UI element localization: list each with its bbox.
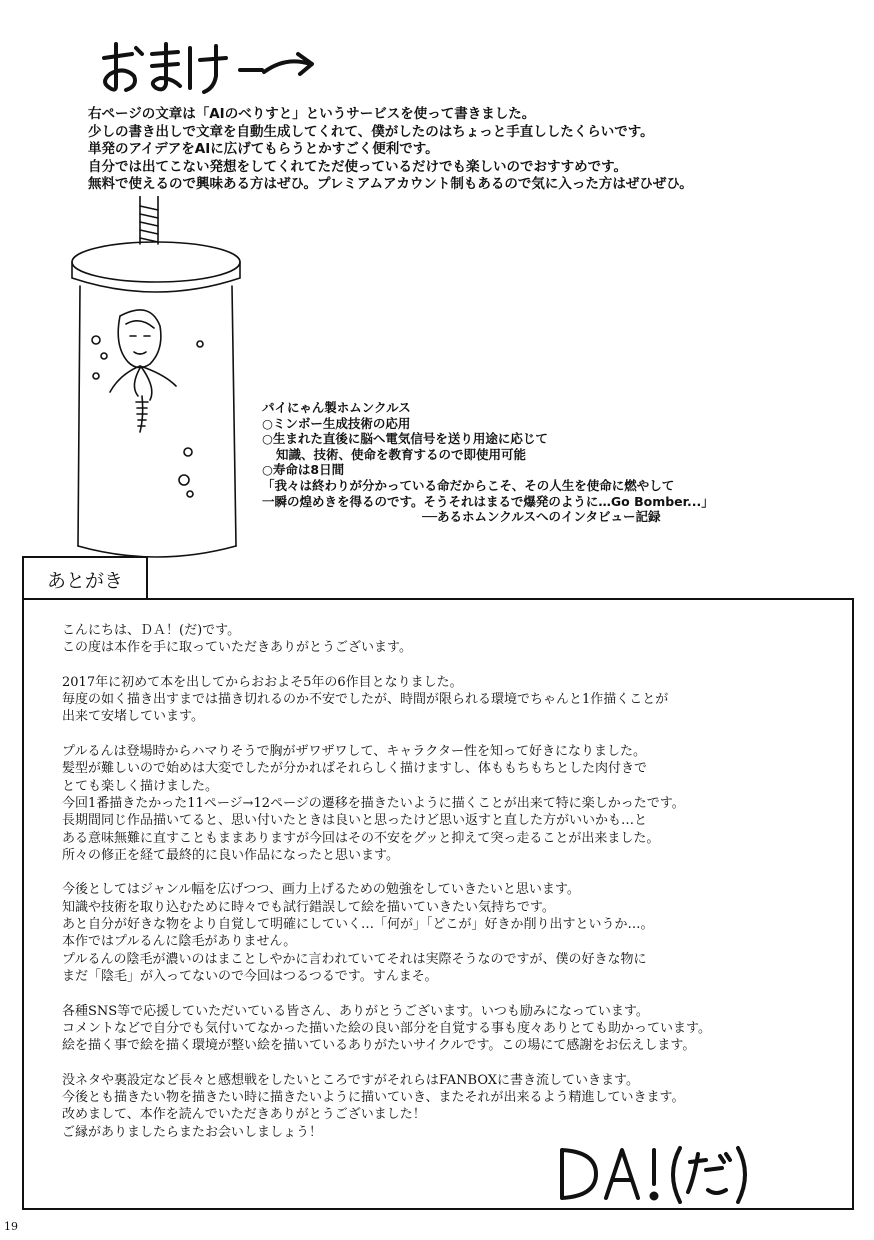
afterword-line: 改めまして、本作を読んでいただきありがとうございました！ xyxy=(62,1107,426,1123)
page-number: 19 xyxy=(4,1220,18,1233)
afterword-line: 本作ではプルるんに陰毛がありません。 xyxy=(62,934,297,950)
omake-line: 無料で使えるので興味ある方はぜひ。プレミアムアカウント制もあるので気に入った方はぜひぜひ。 xyxy=(88,176,693,192)
omake-line: 自分では出てこない発想をしてくれてただ使っているだけでも楽しいのでおすすめです。 xyxy=(88,158,628,175)
omake-title-handwriting xyxy=(86,30,326,100)
afterword-line: 長期間同じ作品描いてると、思い付いたときは良いと思ったけど思い返すと直した方がいいかも…と xyxy=(62,813,648,829)
afterword-tab xyxy=(22,556,148,598)
afterword-line: ある意味無難に直すこともままありますが今回はその不安をグッと抑えて突っ走ることが出来ました。 xyxy=(62,830,660,846)
afterword-line: とても楽しく描けました。 xyxy=(62,778,219,794)
homunculus-item: ○ミンボー生成技術の応用 xyxy=(262,415,411,431)
afterword-paragraph xyxy=(62,674,822,726)
afterword-line: 毎度の如く描き出すまでは描き切れるのか不安でしたが、時間が限られる環境でちゃんと1作描くことが xyxy=(62,692,669,708)
omake-line: 少しの書き出しで文章を自動生成してくれて、僕がしたのはちょっと手直ししたくらいです。 xyxy=(88,123,654,140)
afterword-paragraph xyxy=(62,743,822,864)
afterword-line: 絵を描く事で絵を描く環境が整い絵を描いているありがたいサイクルです。この場にて感謝をお伝えします。 xyxy=(62,1038,696,1054)
afterword-line: ご縁がありましたらまたお会いしましょう！ xyxy=(62,1124,323,1140)
afterword-line: 知識や技術を取り込むために時々でも試行錯誤して絵を描いていきたい気持ちです。 xyxy=(62,899,555,915)
afterword-text xyxy=(62,622,822,1158)
afterword-line: 今回1番描きたかった11ページ→12ページの遷移を描きたいように描くことが出来て特に楽しかったです。 xyxy=(62,795,685,811)
afterword-line: 2017年に初めて本を出してからおおよそ5年の6作目となりました。 xyxy=(62,674,463,690)
omake-line: 単発のアイデアをAIに広げてもらうとかすごく便利です。 xyxy=(88,141,439,157)
afterword-paragraph xyxy=(62,881,822,985)
afterword-line: 没ネタや裏設定など長々と感想戦をしたいところですがそれらはFANBOXに書き流していきます。 xyxy=(62,1072,639,1088)
afterword-line: コメントなどで自分でも気付いてなかった描いた絵の良い部分を自覚する事も度々ありとても助かっています。 xyxy=(62,1020,711,1036)
homunculus-notes xyxy=(262,400,822,525)
afterword-line: 出来て安堵しています。 xyxy=(62,709,204,725)
homunculus-item: ○生まれた直後に脳へ電気信号を送り用途に応じて xyxy=(262,431,548,447)
afterword-line: 各種SNS等で応援していただいている皆さん、ありがとうございます。いつも励みになっています。 xyxy=(62,1003,649,1019)
afterword-line: あと自分が好きな物をより自覚して明確にしていく…「何が」「どこが」好きか削り出すというか…。 xyxy=(62,917,654,933)
afterword-paragraph xyxy=(62,1072,822,1141)
afterword-line: 今後とも描きたい物を描きたい時に描きたいように描いていき、またそれが出来るよう精進していきます。 xyxy=(62,1090,685,1106)
handwritten-signature xyxy=(556,1144,756,1204)
homunculus-quote: 一瞬の煌めきを得るのです。そうそれはまるで爆発のように…Go Bomber...」 xyxy=(262,493,714,509)
afterword-line: まだ「陰毛」が入ってないので今回はつるつるです。すんまそ。 xyxy=(62,968,438,984)
afterword-line: プルるんは登場時からハマりそうで胸がザワザワして、キャラクター性を知って好きになりました。 xyxy=(62,744,646,760)
omake-line: 右ページの文章は「AIのべりすと」というサービスを使って書きました。 xyxy=(88,106,536,122)
homunculus-source: ──あるホムンクルスへのインタビュー記録 xyxy=(422,509,661,525)
homunculus-title: パイにゃん製ホムンクルス xyxy=(262,400,411,415)
omake-text xyxy=(88,106,828,194)
afterword-line: 今後としてはジャンル幅を広げつつ、画力上げるための勉強をしていきたいと思います。 xyxy=(62,882,580,898)
afterword-line: プルるんの陰毛が濃いのはまことしやかに言われていてそれは実際そうなのですが、僕の好きな物に xyxy=(62,951,647,967)
afterword-line: 髪型が難しいので始めは大変でしたが分かればそれらしく描けますし、体ももちもちとした肉付きで xyxy=(62,761,648,777)
afterword-tab-label: あとがき xyxy=(46,570,123,592)
afterword-line: こんにちは、ＤＡ！(だ)です。 xyxy=(62,623,241,638)
homunculus-quote: 「我々は終わりが分かっている命だからこそ、その人生を使命に燃やして xyxy=(262,477,675,493)
afterword-paragraph xyxy=(62,1003,822,1055)
afterword-box xyxy=(22,598,854,1210)
homunculus-item: ○寿命は8日間 xyxy=(262,462,345,478)
afterword-line: この度は本作を手に取っていただきありがとうございます。 xyxy=(62,640,412,656)
afterword-line: 所々の修正を経て最終的に良い作品になったと思います。 xyxy=(62,847,399,863)
homunculus-item: 知識、技術、使命を教育するので即使用可能 xyxy=(276,446,527,462)
afterword-paragraph xyxy=(62,622,822,657)
